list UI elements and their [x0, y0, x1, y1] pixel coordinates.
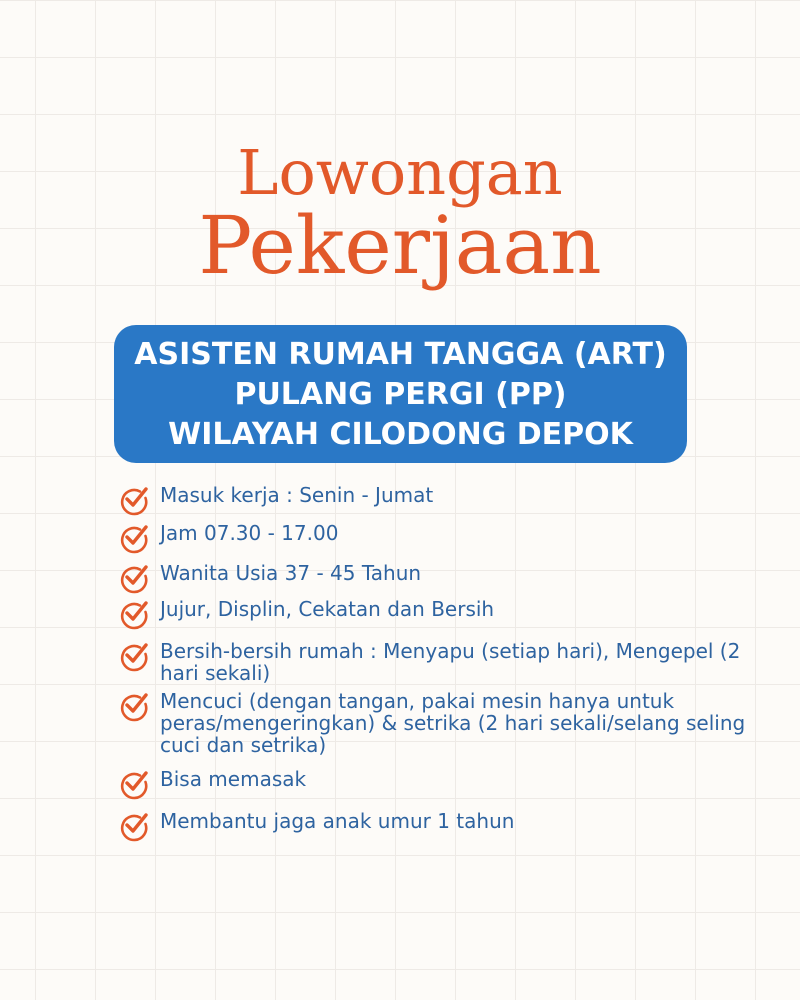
check-circle-icon — [118, 768, 150, 800]
banner-line-2: PULANG PERGI (PP) — [234, 377, 567, 412]
list-item-text: Jujur, Displin, Cekatan dan Bersih — [160, 597, 495, 621]
check-circle-icon — [118, 484, 150, 516]
list-item-text: Wanita Usia 37 - 45 Tahun — [160, 561, 422, 585]
list-item-text: Bersih-bersih rumah : Menyapu (setiap hari), Mengepel (2 hari sekali) — [160, 639, 741, 685]
list-item-text: Mencuci (dengan tangan, pakai mesin hanya untuk peras/mengeringkan) & setrika (2 hari sekali/selang seling cuci dan setrika) — [160, 689, 746, 757]
title-line-1: Lowongan — [237, 136, 563, 209]
check-circle-icon — [118, 598, 150, 630]
title-line-2: Pekerjaan — [198, 199, 602, 292]
check-circle-icon — [118, 562, 150, 594]
list-item-text: Bisa memasak — [160, 767, 307, 791]
banner-line-3: WILAYAH CILODONG DEPOK — [168, 417, 633, 452]
list-item-text: Membantu jaga anak umur 1 tahun — [160, 809, 515, 833]
check-circle-icon — [118, 640, 150, 672]
check-circle-icon — [118, 690, 150, 722]
job-banner — [114, 325, 687, 463]
list-item-text: Masuk kerja : Senin - Jumat — [160, 483, 434, 507]
list-item-text: Jam 07.30 - 17.00 — [160, 521, 339, 545]
check-circle-icon — [118, 810, 150, 842]
check-circle-icon — [118, 522, 150, 554]
banner-line-1: ASISTEN RUMAH TANGGA (ART) — [134, 337, 667, 372]
